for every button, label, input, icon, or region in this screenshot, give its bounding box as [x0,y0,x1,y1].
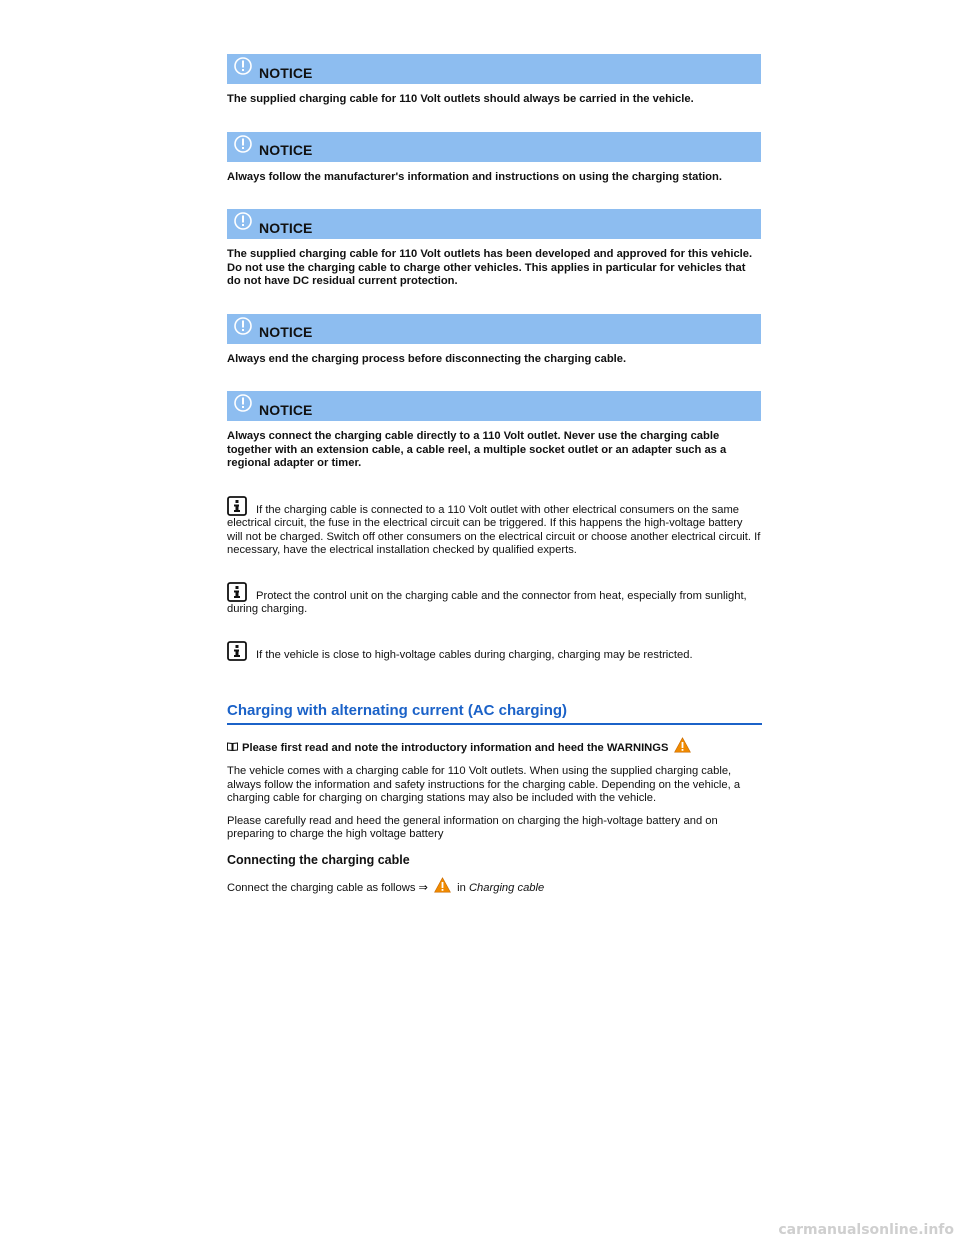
watermark: carmanualsonline.info [778,1222,954,1238]
notice-header [227,209,761,239]
cross-reference [227,877,761,896]
info-note [227,496,761,558]
info-note [227,641,761,663]
warning-icon[interactable] [674,737,691,753]
warning-icon[interactable] [434,877,451,893]
notice-block [227,314,761,367]
exclamation-circle-icon [233,134,253,154]
intro-text: Please first read and note the introductory information and heed the WARNINGS [242,742,669,754]
notice-block [227,54,761,107]
info-icon [227,582,247,602]
link-prefix: Connect the charging cable as follows ⇒ [227,881,428,894]
info-text: If the charging cable is connected to a 110 Volt outlet with other electrical consumers on the same electrical circuit, the fuse in the electrical circuit can be triggered. If this happens the high-voltage battery will not be charged. Switch off other consumers on the electrical circuit or choose another electrical circuit. If necessary, have the electrical installation checked by qualified experts. [227,503,761,556]
notice-block [227,391,761,471]
intro-line [227,737,761,756]
sub-heading: Connecting the charging cable [227,852,410,867]
notice-header [227,132,761,162]
info-icon [227,641,247,661]
notice-header [227,54,761,84]
exclamation-circle-icon [233,316,253,336]
notice-title: NOTICE [259,324,313,340]
notice-block [227,132,761,185]
notice-text: Always follow the manufacturer's information and instructions on using the charging station. [227,170,722,183]
manual-page [227,54,761,896]
link-in: in [457,881,466,894]
info-text: If the vehicle is close to high-voltage cables during charging, charging may be restricted. [256,648,693,661]
notice-text: Always end the charging process before disconnecting the charging cable. [227,352,627,365]
notice-block [227,209,761,289]
info-icon [227,496,247,516]
charging-cable-link[interactable]: Charging cable [468,881,545,894]
paragraph: The vehicle comes with a charging cable for 110 Volt outlets. When using the supplied charging cable, always follow the information and safety instructions for the charging cable. Depending on the vehicle, a charging cable for charging on charging stations may also be included with the vehicle. [227,765,741,804]
notice-title: NOTICE [259,219,313,236]
notice-header [227,391,761,421]
notice-text: Always connect the charging cable directly to a 110 Volt outlet. Never use the charging cable together with an extension cable, a cable reel, a multiple socket outlet or an adapter such as a regional adapter or timer. [227,430,727,469]
info-text: Protect the control unit on the charging cable and the connector from heat, especially from sunlight, during charging. [227,589,747,615]
notice-title: NOTICE [259,64,313,81]
notice-title: NOTICE [259,401,313,418]
exclamation-circle-icon [233,393,253,413]
section-heading: Charging with alternating current (AC charging) [227,702,762,725]
info-note [227,582,761,617]
notice-header [227,314,761,344]
notice-title: NOTICE [259,142,313,158]
notice-text: The supplied charging cable for 110 Volt outlets has been developed and approved for this vehicle. Do not use the charging cable to charge other vehicles. This applies in particular for vehicles that do not have DC residual current protection. [227,248,753,287]
notice-text: The supplied charging cable for 110 Volt outlets should always be carried in the vehicle. [227,93,694,105]
book-icon [227,742,238,751]
exclamation-circle-icon [233,56,253,76]
exclamation-circle-icon [233,211,253,231]
paragraph: Please carefully read and heed the general information on charging the high-voltage battery and on preparing to charge the high voltage battery [227,814,718,840]
